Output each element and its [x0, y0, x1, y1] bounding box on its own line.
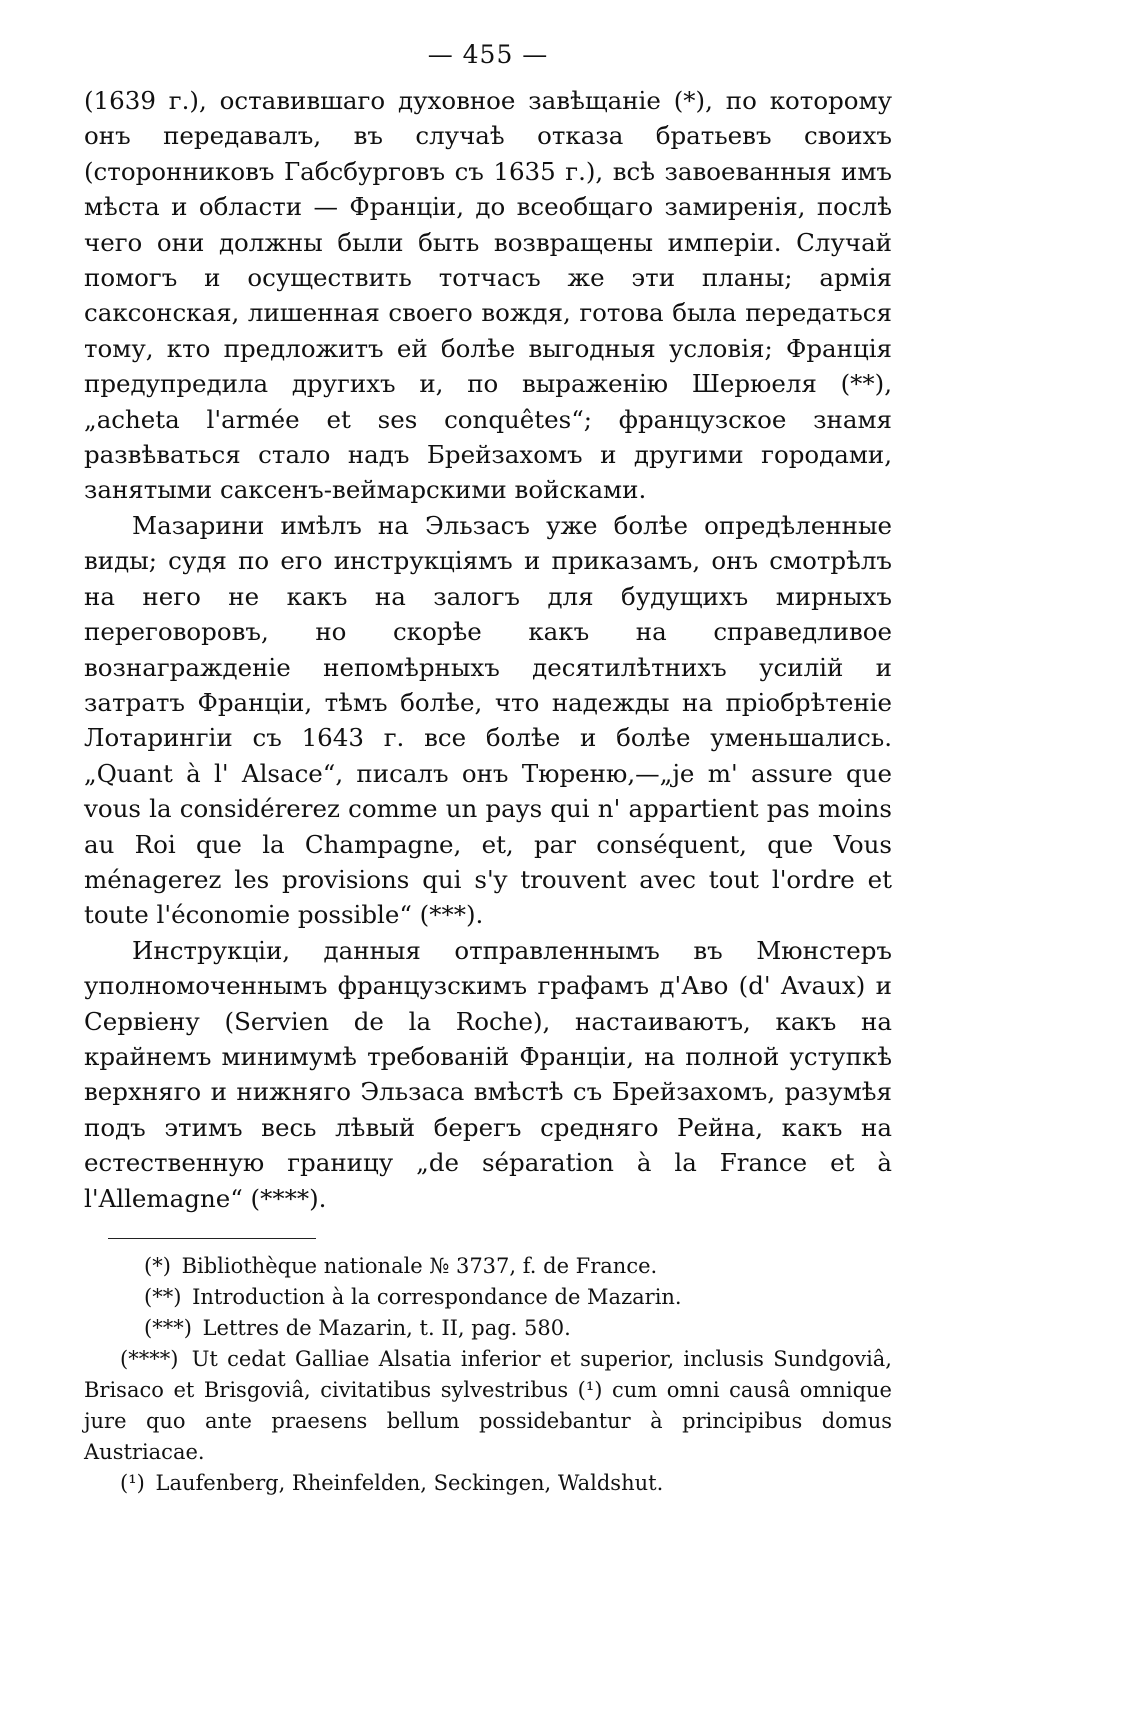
- paragraph-1: (1639 г.), оставившаго духовное завѣщаніе (*), по которому онъ передавалъ, въ случаѣ отказа братьевъ своихъ (сторонниковъ Габсбурговъ съ 1635 г.), всѣ завоеванныя имъ мѣста и области — Франціи, до всеобщаго замиренія, послѣ чего они должны были быть возвращены имперіи. Случай помогъ и осуществить тотчасъ же эти планы; армія саксонская, лишенная своего вождя, готова была передаться тому, кто предложитъ ей болѣе выгодныя условія; Франція предупредила другихъ и, по выраженію Шерюеля (**), „acheta l'armée et ses conquêtes“; французское знамя развѣваться стало надъ Брейзахомъ и другими городами, занятыми саксенъ-веймарскими войсками.: [84, 86, 892, 505]
- paragraph-2: Мазарини имѣлъ на Эльзасъ уже болѣе опредѣленные виды; судя по его инструкціямъ и приказамъ, онъ смотрѣлъ на него не какъ на залогъ для будущихъ мирныхъ переговоровъ, но скорѣе какъ на справедливое вознагражденіе непомѣрныхъ десятилѣтнихъ усилій и затратъ Франціи, тѣмъ болѣе, что надежды на пріобрѣтеніе Лотарингіи съ 1643 г. все болѣе и болѣе уменьшались. „Quant à l' Alsace“, писалъ онъ Тюреню,—„je m' assure que vous la considérerez comme un pays qui n' appartient pas moins au Roi que la Champagne, et, par conséquent, que Vous ménagerez les provisions qui s'y trouvent avec tout l'ordre et toute l'économie possible“ (***).: [84, 510, 892, 930]
- footnote-mark: (**): [144, 1285, 182, 1309]
- footnote-mark: (¹): [120, 1471, 145, 1495]
- footnote-mark: (*): [144, 1254, 171, 1278]
- footnote-text: Lettres de Mazarin, t. II, pag. 580.: [202, 1316, 571, 1340]
- footnote-4: [84, 1344, 892, 1468]
- book-page: [84, 40, 892, 1499]
- footnote-text: Bibliothèque nationale № 3737, f. de France.: [181, 1254, 658, 1278]
- footnote-3: [84, 1313, 892, 1344]
- page-number: — 455 —: [427, 40, 549, 69]
- footnote-5: [84, 1468, 892, 1499]
- footnote-mark: (***): [144, 1316, 192, 1340]
- paragraph-3: Инструкціи, данныя отправленнымъ въ Мюнстеръ уполномоченнымъ французскимъ графамъ д'Аво (d' Avaux) и Сервіену (Servien de la Roche), настаиваютъ, какъ на крайнемъ минимумѣ требованій Франціи, на полной уступкѣ верхняго и нижняго Эльзаса вмѣстѣ съ Брейзахомъ, разумѣя подъ этимъ весь лѣвый берегъ средняго Рейна, какъ на естественную границу „de séparation à la France et à l'Allemagne“ (****).: [84, 935, 892, 1213]
- footnote-text: Introduction à la correspondance de Mazarin.: [192, 1285, 682, 1309]
- footnote-text: Laufenberg, Rheinfelden, Seckingen, Waldshut.: [155, 1471, 664, 1495]
- footnote-text: Ut cedat Galliae Alsatia inferior et superior, inclusis Sundgoviâ, Brisaco et Brisgoviâ, civitatibus sylvestribus (¹) cum omni causâ omnique jure quo ante praesens bellum possidebantur à principibus domus Austriacae.: [84, 1347, 892, 1464]
- footnote-2: [84, 1282, 892, 1313]
- footnote-divider: [108, 1238, 316, 1239]
- footnote-mark: (****): [120, 1347, 179, 1371]
- footnote-1: [84, 1251, 892, 1282]
